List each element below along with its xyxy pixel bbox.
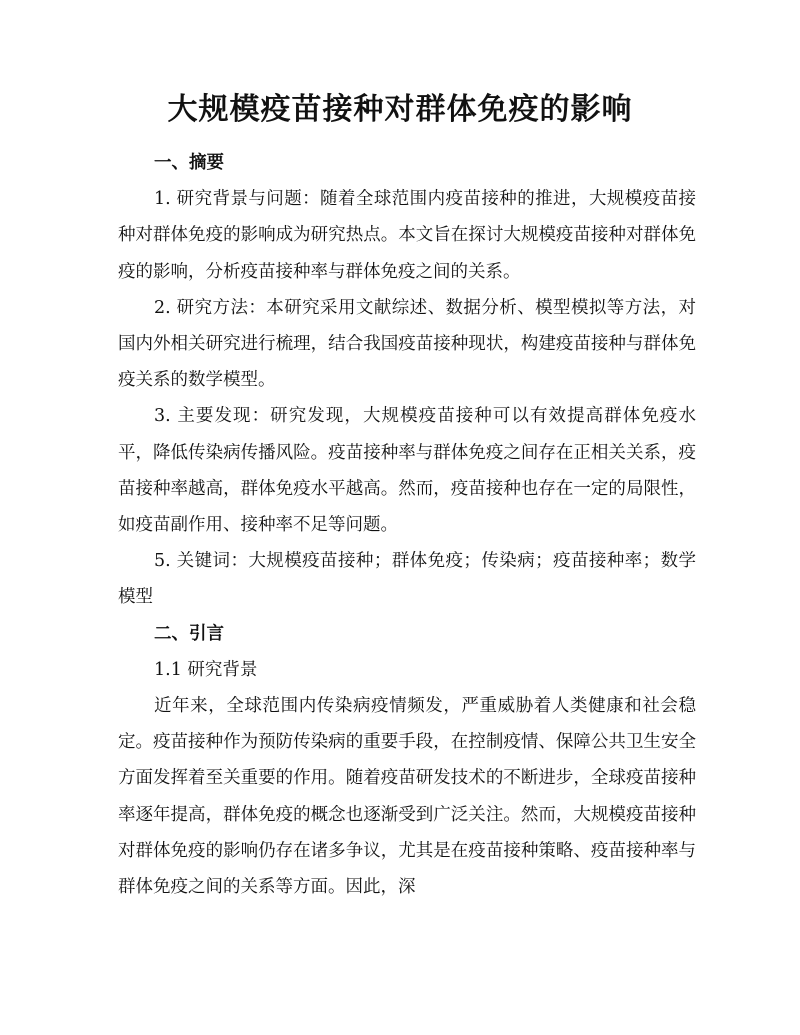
document-body — [118, 145, 696, 905]
introduction-paragraph: 近年来，全球范围内传染病疫情频发，严重威胁着人类健康和社会稳定。疫苗接种作为预防传染病的重要手段，在控制疫情、保障公共卫生安全方面发挥着至关重要的作用。随着疫苗研发技术的不断进步，全球疫苗接种率逐年提高，群体免疫的概念也逐渐受到广泛关注。然而，大规模疫苗接种对群体免疫的影响仍存在诸多争议，尤其是在疫苗接种策略、疫苗接种率与群体免疫之间的关系等方面。因此，深 — [118, 696, 696, 898]
abstract-item-keywords: 5. 关键词：大规模疫苗接种；群体免疫；传染病；疫苗接种率；数学模型 — [118, 551, 696, 608]
abstract-item-findings: 3. 主要发现：研究发现，大规模疫苗接种可以有效提高群体免疫水平，降低传染病传播风险。疫苗接种率与群体免疫之间存在正相关关系，疫苗接种率越高，群体免疫水平越高。然而，疫苗接种也存在一定的局限性，如疫苗副作用、接种率不足等问题。 — [118, 406, 696, 536]
subsection-heading-background: 1.1 研究背景 — [154, 659, 258, 680]
abstract-item-background: 1. 研究背景与问题：随着全球范围内疫苗接种的推进，大规模疫苗接种对群体免疫的影响成为研究热点。本文旨在探讨大规模疫苗接种对群体免疫的影响，分析疫苗接种率与群体免疫之间的关系。 — [118, 189, 696, 282]
abstract-item-methods: 2. 研究方法：本研究采用文献综述、数据分析、模型模拟等方法，对国内外相关研究进行梳理，结合我国疫苗接种现状，构建疫苗接种与群体免疫关系的数学模型。 — [118, 297, 696, 391]
document-title: 大规模疫苗接种对群体免疫的影响 — [167, 92, 633, 127]
section-heading-abstract: 一、摘要 — [154, 153, 224, 173]
section-heading-introduction: 二、引言 — [154, 623, 224, 644]
